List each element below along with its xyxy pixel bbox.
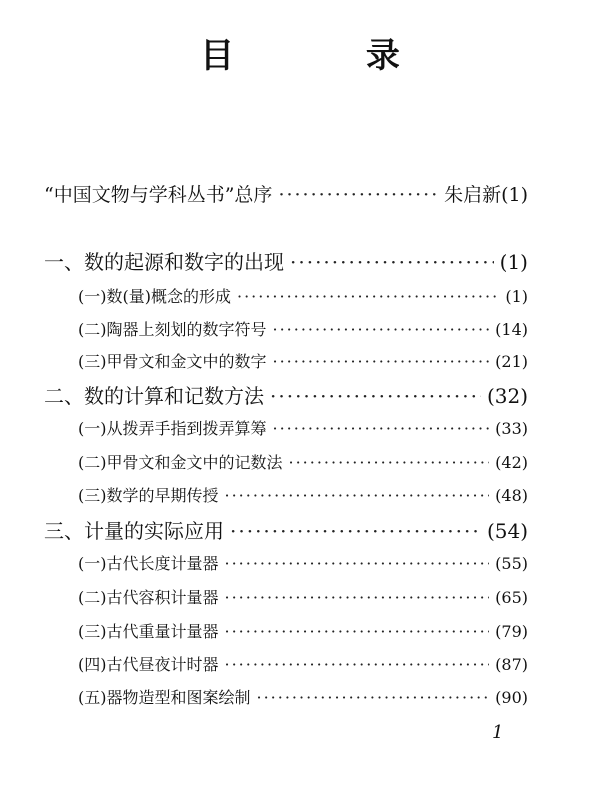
toc-section[interactable]: [78, 685, 528, 708]
toc-page: (21): [495, 352, 528, 371]
toc-page: (79): [495, 622, 528, 641]
toc-section[interactable]: [78, 585, 528, 608]
dot-leader: [289, 453, 490, 472]
dot-leader: [273, 320, 490, 339]
toc-page: (42): [495, 453, 528, 472]
toc-page: (87): [495, 655, 528, 674]
toc-label: 一、数的起源和数字的出现: [44, 250, 284, 274]
dot-leader: [273, 419, 490, 438]
toc-chapter-3[interactable]: [44, 515, 528, 544]
dot-leader: [237, 287, 499, 306]
toc-page: (54): [486, 519, 528, 543]
toc-label: (二)古代容积计量器: [78, 588, 219, 607]
toc-page: (1): [505, 287, 528, 306]
toc-page: (90): [495, 688, 528, 707]
toc-foreword[interactable]: [44, 180, 528, 207]
dot-leader: [225, 622, 490, 641]
toc-label: (五)器物造型和图案绘制: [78, 688, 251, 707]
toc-section[interactable]: [78, 317, 528, 340]
toc-label: (三)甲骨文和金文中的数字: [78, 352, 267, 371]
dot-leader: [290, 250, 494, 274]
toc-label: (一)数(量)概念的形成: [78, 287, 231, 306]
toc-label: (三)数学的早期传授: [78, 486, 219, 505]
dot-leader: [270, 384, 481, 408]
toc-page: (14): [495, 320, 528, 339]
toc-chapter-1[interactable]: [44, 246, 528, 275]
page-title: 目 录: [200, 36, 460, 76]
toc-section[interactable]: [78, 450, 528, 473]
toc-page: (55): [495, 554, 528, 573]
toc-label: (一)古代长度计量器: [78, 554, 219, 573]
dot-leader: [225, 588, 490, 607]
toc-page: (48): [495, 486, 528, 505]
toc-page: 朱启新(1): [444, 184, 528, 206]
page-number: 1: [492, 722, 504, 743]
dot-leader: [225, 486, 490, 505]
toc-label: “中国文物与学科丛书”总序: [44, 184, 273, 206]
toc-page: (1): [499, 250, 528, 274]
toc-label: (一)从拨弄手指到拨弄算筹: [78, 419, 267, 438]
toc-section[interactable]: [78, 416, 528, 439]
toc-section[interactable]: [78, 349, 528, 372]
toc-section[interactable]: [78, 551, 528, 574]
toc-page: (32): [486, 384, 528, 408]
dot-leader: [273, 352, 490, 371]
toc-chapter-2[interactable]: [44, 380, 528, 409]
toc-section[interactable]: [78, 619, 528, 642]
toc-page: (65): [495, 588, 528, 607]
dot-leader: [257, 688, 490, 707]
dot-leader: [225, 554, 490, 573]
toc-label: (二)陶器上刻划的数字符号: [78, 320, 267, 339]
dot-leader: [230, 519, 481, 543]
toc-label: (四)古代昼夜计时器: [78, 655, 219, 674]
dot-leader: [225, 655, 490, 674]
toc-section[interactable]: [78, 652, 528, 675]
toc-label: (三)古代重量计量器: [78, 622, 219, 641]
toc-section[interactable]: [78, 483, 528, 506]
toc-label: 三、计量的实际应用: [44, 519, 224, 543]
toc-label: (二)甲骨文和金文中的记数法: [78, 453, 283, 472]
toc-section[interactable]: [78, 284, 528, 307]
toc-label: 二、数的计算和记数方法: [44, 384, 264, 408]
dot-leader: [278, 184, 438, 206]
toc-page: (33): [495, 419, 528, 438]
